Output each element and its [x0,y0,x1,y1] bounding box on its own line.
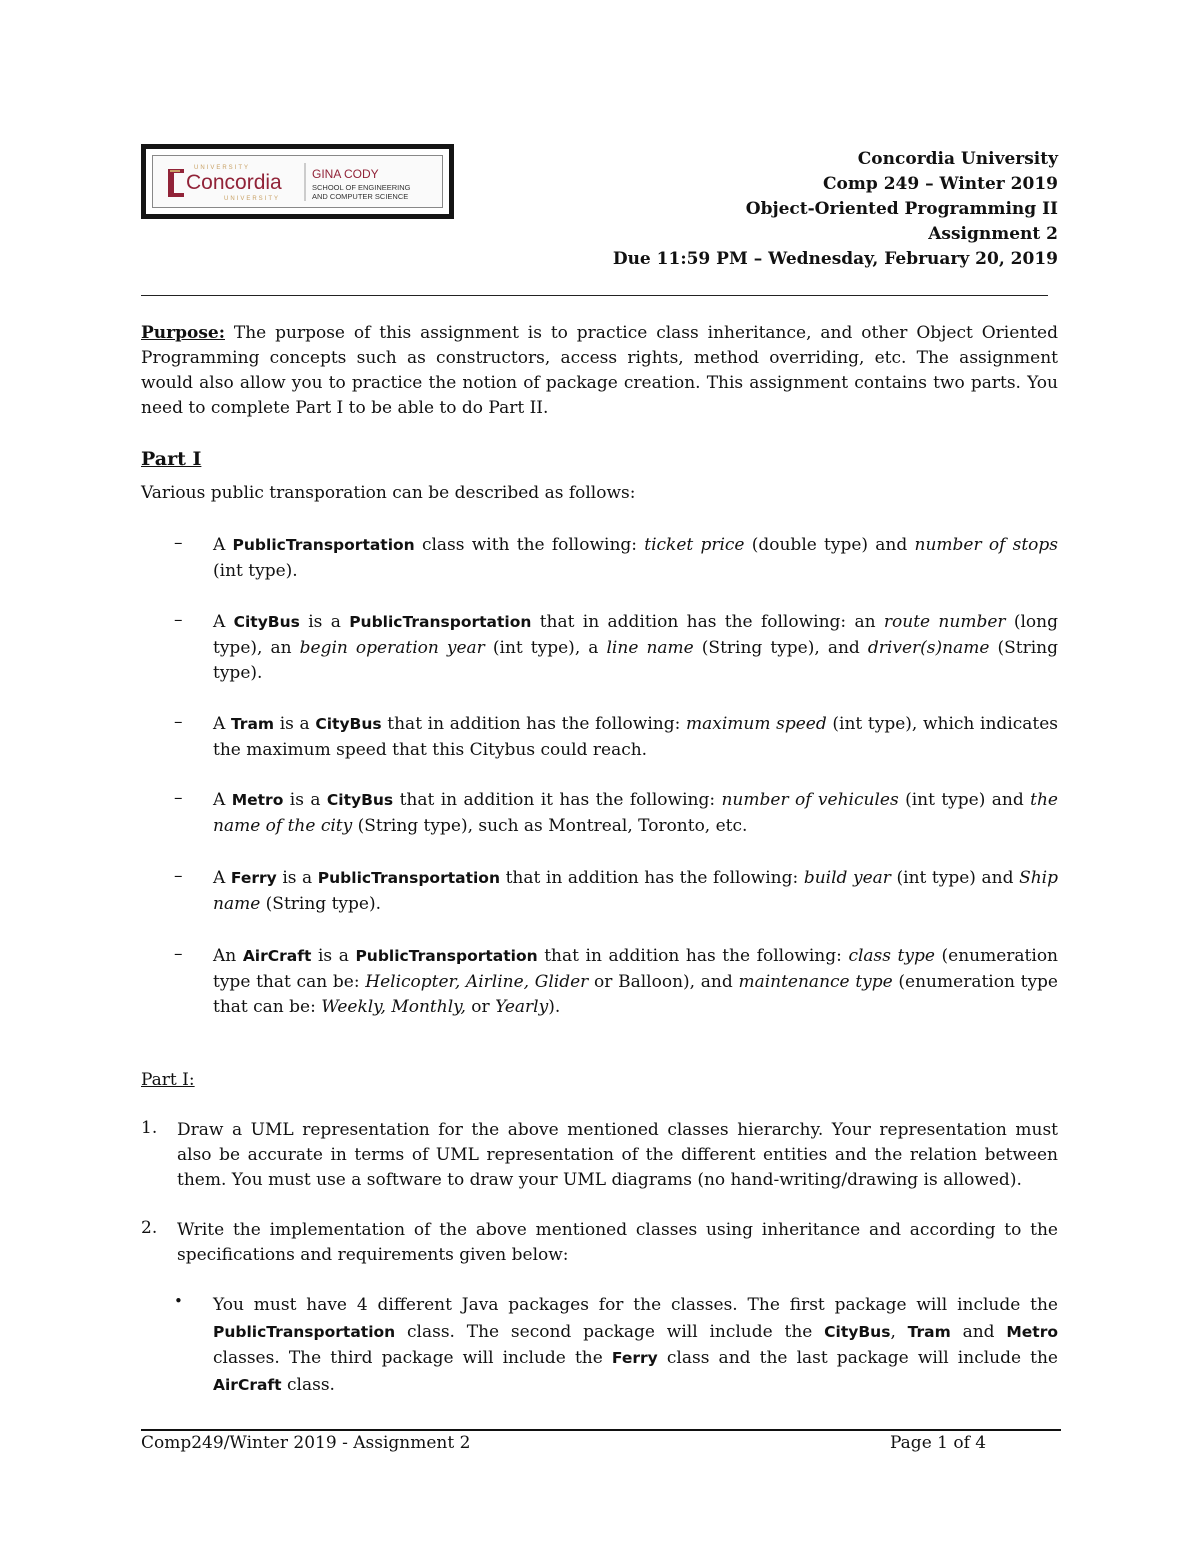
dash-marker: – [174,788,183,808]
dash-marker: – [174,712,183,732]
bullet-marker: • [174,1292,183,1310]
dash-marker: – [174,610,183,630]
tasks-heading: Part I: [141,1070,195,1090]
footer-course: Comp249/Winter 2019 - Assignment 2 [141,1433,471,1453]
logo-university-bottom: UNIVERSITY [224,196,281,202]
logo-school-line1: GINA CODY [312,167,379,181]
header-course: Comp 249 – Winter 2019 [823,174,1058,194]
part1-heading: Part I [141,448,202,470]
logo-school-line2: SCHOOL OF ENGINEERING [312,183,411,192]
logo-name: Concordia [186,171,282,194]
dash-marker: – [174,533,183,553]
document-page: UNIVERSITY Concordia UNIVERSITY GINA CODY SCHOOL OF ENGINEERING AND COMPUTER SCIENCE Concordia University Comp 249 – Winter 2019 Object-Oriented Programming II Assignment 2 Due 11:59 PM – Wednesday, February 20, 2019 Purpose: The purpose of this assignment is to practice class inheritance, and other Object Oriented Programming concepts such as constructors, access rights, method overriding, etc. The assignment would also allow you to practice the notion of package creation. This assignment contains two parts. You need to complete Part I to be able to do Part II. Part I Various public transporation can be described as follows: – A PublicTransportation class with the following: ticket price (double type) and number of stops (int type). – A CityBus is a PublicTransportation that in addition has the following: an route number (long type), an begin operation year (int type), a line name (String type), and driver(s)name (String type). – A Tram is a CityBus that in addition has the following: maximum speed (int type), which indicates the maximum speed that this Citybus could reach. – A Metro is a CityBus that in addition it has the following: number of vehicules (int type) and the name of the city (String type), such as Montreal, Toronto, etc. – A Ferry is a PublicTransportation that in addition has the following: build year (int type) and Ship name (String type). – An AirCraft is a PublicTransportation that in addition has the following: class type (enumeration type that can be: Helicopter, Airline, Glider or Balloon), and maintenance type (enumeration type that can be: Weekly, Monthly, or Yearly). Part I: 1. Draw a UML representation for the above mentioned classes hierarchy. Your representation must also be accurate in terms of UML representation of the different entities and the relation between them. You must use a software to draw your UML diagrams (no hand-writing/drawing is allowed). 2. Write the implementation of the above mentioned classes using inheritance and according to the specifications and requirements given below: • You must have 4 different Java packages for the classes. The first package will include the PublicTransportation class. The second package will include the CityBus, Tram and Metro classes. The third package will include the Ferry class and the last package will include the AirCraft class. Comp249/Winter 2019 - Assignment 2 Page 1 of 4 [0,0,1200,1553]
header-course-title: Object-Oriented Programming II [745,199,1058,219]
logo-university-top: UNIVERSITY [194,165,251,171]
course-header [613,147,1058,272]
logo-graphic [146,149,449,214]
task-text-2: Write the implementation of the above mentioned classes using inheritance and according to the specifications and requirements given below: [177,1220,1058,1265]
purpose-text: The purpose of this assignment is to practice class inheritance, and other Object Oriented Programming concepts such as constructors, access rights, method overriding, etc. The assignment would also allow you to practice the notion of package creation. This assignment contains two parts. You need to complete Part I to be able to do Part II. [141,323,1058,418]
header-assignment: Assignment 2 [928,224,1058,244]
purpose-label: Purpose: [141,323,225,343]
part1-intro: Various public transporation can be described as follows: [141,483,636,503]
task-number-1: 1. [141,1118,158,1138]
logo-school-line3: AND COMPUTER SCIENCE [312,192,409,201]
header-divider [141,295,1048,296]
purpose-paragraph [141,321,1058,421]
header-university: Concordia University [857,149,1058,169]
dash-marker: – [174,944,183,964]
crest-icon [168,169,184,197]
concordia-logo [141,144,454,219]
task-number-2: 2. [141,1218,158,1238]
footer-divider [141,1429,1061,1431]
task-text-1: Draw a UML representation for the above mentioned classes hierarchy. Your representation must also be accurate in terms of UML representation of the different entities and the relation between them. You must use a software to draw your UML diagrams (no hand-writing/drawing is allowed). [177,1120,1058,1190]
dash-marker: – [174,866,183,886]
header-due-date: Due 11:59 PM – Wednesday, February 20, 2019 [612,249,1058,269]
footer-page-number: Page 1 of 4 [890,1433,987,1453]
